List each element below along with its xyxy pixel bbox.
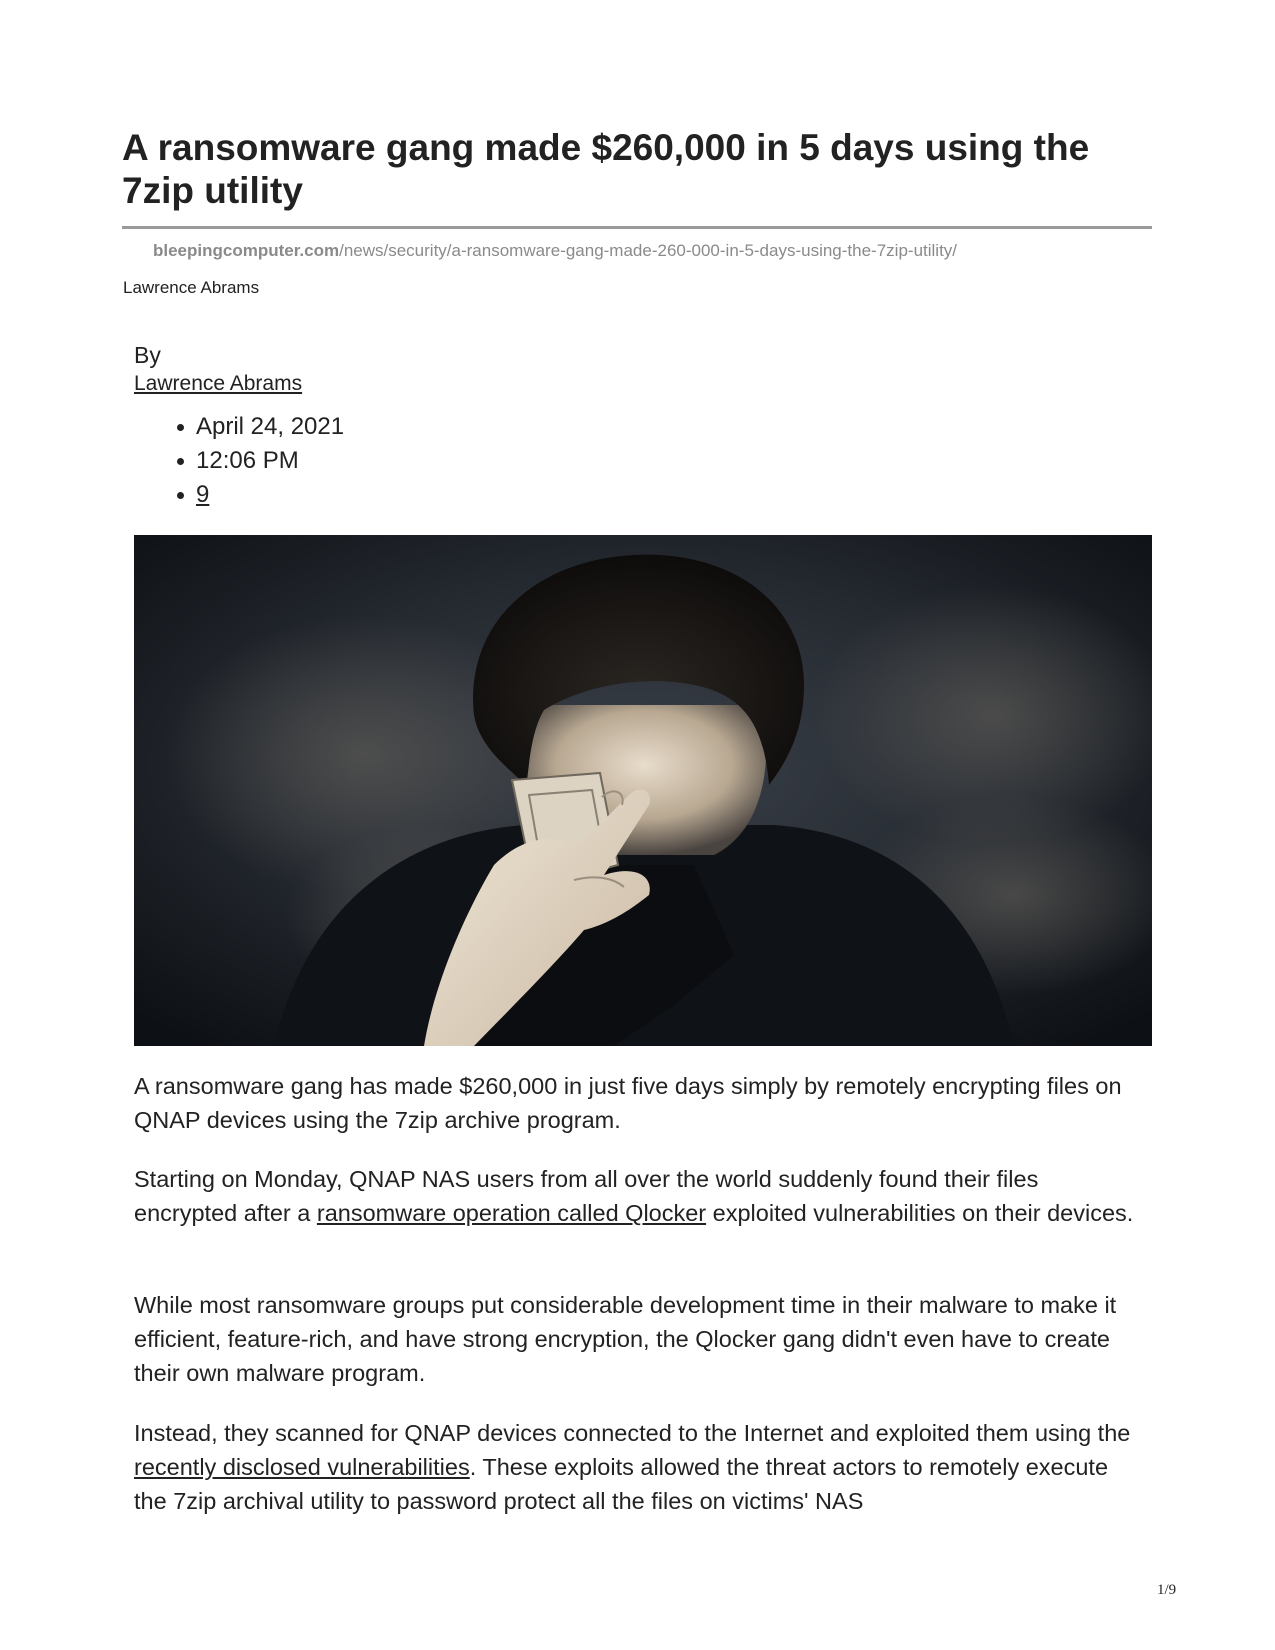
meta-date	[134, 410, 344, 444]
page-number: 1/9	[1157, 1582, 1177, 1598]
source-url[interactable]	[153, 240, 957, 262]
paragraph-2-text-end: exploited vulnerabilities on their devices.	[706, 1200, 1134, 1226]
bullet-icon	[177, 492, 184, 499]
hero-illustration	[134, 535, 1152, 1046]
meta-comments	[134, 478, 344, 512]
hero-image	[134, 535, 1152, 1046]
article-meta-list	[134, 410, 344, 512]
byline-prefix: By	[134, 342, 161, 368]
meta-date-text: April 24, 2021	[196, 413, 345, 440]
qlocker-link[interactable]: ransomware operation called Qlocker	[316, 1200, 707, 1226]
meta-time	[134, 444, 344, 478]
author-name: Lawrence Abrams	[123, 278, 260, 297]
bullet-icon	[177, 424, 184, 431]
author-link[interactable]: Lawrence Abrams	[134, 372, 303, 395]
vulnerabilities-link[interactable]: recently disclosed vulnerabilities	[134, 1454, 470, 1480]
meta-time-text: 12:06 PM	[196, 447, 299, 474]
paragraph-2-text-start: Starting on Monday, QNAP NAS users from all over the world suddenly found their files encrypted after a	[134, 1166, 1039, 1226]
source-path: /news/security/a-ransomware-gang-made-260-000-in-5-days-using-the-7zip-utility/	[339, 241, 958, 260]
paragraph-4-text-end: . These exploits allowed the threat actors to remotely execute the 7zip archival utility to password protect all the files on victims' NAS	[134, 1454, 1109, 1514]
paragraph-4	[134, 1416, 1144, 1518]
paragraph-4-text-start: Instead, they scanned for QNAP devices connected to the Internet and exploited them using the	[134, 1420, 1131, 1446]
paragraph-3: While most ransomware groups put considerable development time in their malware to make it efficient, feature-rich, and have strong encryption, the Qlocker gang didn't even have to create their own malware program.	[134, 1292, 1117, 1386]
title-divider	[122, 226, 1152, 229]
source-domain: bleepingcomputer.com	[153, 241, 340, 260]
paragraph-2	[134, 1162, 1144, 1230]
paragraph-1: A ransomware gang has made $260,000 in just five days simply by remotely encrypting files on QNAP devices using the 7zip archive program.	[134, 1073, 1122, 1133]
article-title: A ransomware gang made $260,000 in 5 days using the 7zip utility	[122, 127, 1090, 211]
bullet-icon	[177, 458, 184, 465]
comments-count-link[interactable]: 9	[196, 481, 210, 508]
